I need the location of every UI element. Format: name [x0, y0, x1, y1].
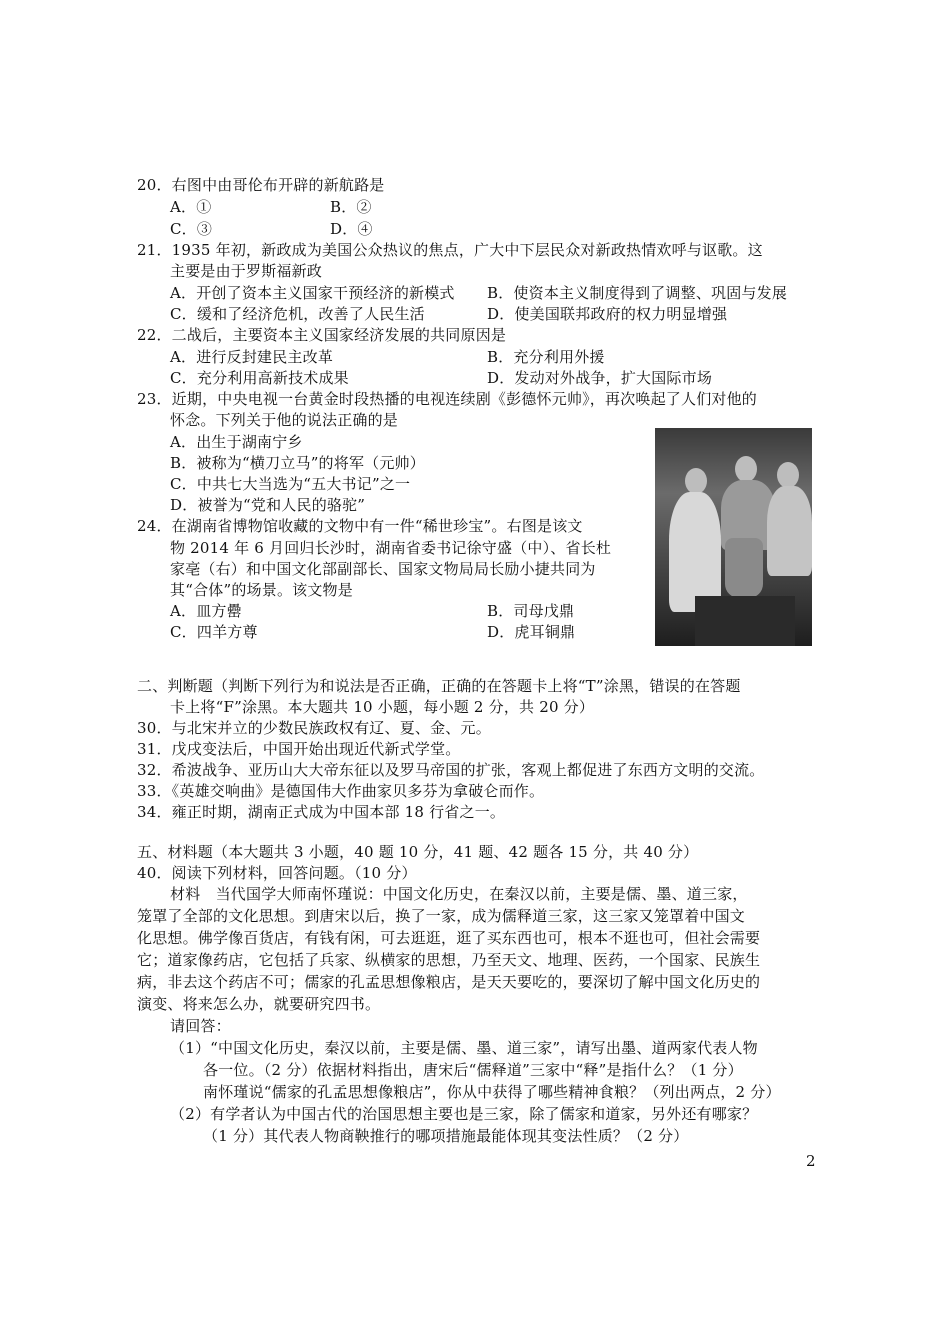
q21-stem-2: 主要是由于罗斯福新政 [170, 262, 323, 280]
q22-option-a: A．进行反封建民主改革 [170, 348, 334, 366]
sub-question-2-line-1: （2）有学者认为中国古代的治国思想主要也是三家，除了儒家和道家，另外还有哪家？ [170, 1105, 758, 1123]
q23-option-b: B．被称为“横刀立马”的将军（元帅） [170, 454, 425, 472]
q33: 33．《英雄交响曲》是德国伟大作曲家贝多芬为拿破仑而作。 [137, 782, 545, 800]
section-2-heading-1: 二、判断题（判断下列行为和说法是否正确，正确的在答题卡上将“T”涂黑，错误的在答题 [137, 677, 741, 695]
sub-question-2-line-2: （1 分）其代表人物商鞅推行的哪项措施最能体现其变法性质？（2 分） [203, 1127, 689, 1145]
q20-option-d: D．④ [330, 220, 373, 238]
q20-stem: 20．右图中由哥伦布开辟的新航路是 [137, 176, 385, 194]
q22-option-c: C．充分利用高新技术成果 [170, 369, 349, 387]
q32: 32．希波战争、亚历山大大帝东征以及罗马帝国的扩张，客观上都促进了东西方文明的交流。 [137, 761, 765, 779]
q20-option-c: C．③ [170, 220, 213, 238]
q23-stem-2: 怀念。下列关于他的说法正确的是 [170, 411, 399, 429]
section-2-heading-2: 卡上将“F”涂黑。本大题共 10 小题，每小题 2 分，共 20 分） [170, 698, 595, 716]
material-line-4: 它；道家像药店，它包括了兵家、纵横家的思想，乃至天文、地理、医药，一个国家、民族生 [137, 951, 761, 969]
q23-option-c: C．中共七大当选为“五大书记”之一 [170, 475, 411, 493]
q24-option-c: C．四羊方尊 [170, 623, 258, 641]
q21-option-b: B．使资本主义制度得到了调整、巩固与发展 [487, 284, 788, 302]
material-line-1: 材料 当代国学大师南怀瑾说：中国文化历史，在秦汉以前，主要是儒、墨、道三家， [170, 885, 748, 903]
q34: 34．雍正时期，湖南正式成为中国本部 18 行省之一。 [137, 803, 506, 821]
q23-stem-1: 23．近期，中央电视一台黄金时段热播的电视连续剧《彭德怀元帅》，再次唤起了人们对他的 [137, 390, 757, 408]
q21-stem-1: 21．1935 年初，新政成为美国公众热议的焦点，广大中下层民众对新政热情欢呼与讴歌。这 [137, 241, 763, 259]
material-line-2: 笼罩了全部的文化思想。到唐宋以后，换了一家，成为儒释道三家，这三家又笼罩着中国文 [137, 907, 746, 925]
sub-question-1-line-2: 各一位。（2 分）依据材料指出，唐宋后“儒释道”三家中“释”是指什么？（1 分） [203, 1061, 743, 1079]
q21-option-c: C．缓和了经济危机，改善了人民生活 [170, 305, 425, 323]
q22-option-b: B．充分利用外援 [487, 348, 605, 366]
q20-option-b: B．② [330, 198, 372, 216]
q24-option-a: A．皿方罍 [170, 602, 242, 620]
q21-option-d: D．使美国联邦政府的权力明显增强 [487, 305, 728, 323]
material-line-3: 化思想。佛学像百货店，有钱有闲，可去逛逛，逛了买东西也可，根本不逛也可，但社会需要 [137, 929, 761, 947]
page-number: 2 [806, 1152, 816, 1170]
q20-option-a: A．① [170, 198, 212, 216]
q21-option-a: A．开创了资本主义国家干预经济的新模式 [170, 284, 455, 302]
q23-option-a: A．出生于湖南宁乡 [170, 433, 303, 451]
sub-question-1-line-1: （1）“中国文化历史，秦汉以前，主要是儒、墨、道三家”，请写出墨、道两家代表人物 [170, 1039, 758, 1057]
q22-stem: 22．二战后，主要资本主义国家经济发展的共同原因是 [137, 326, 507, 344]
q30: 30．与北宋并立的少数民族政权有辽、夏、金、元。 [137, 719, 491, 737]
q24-stem-4: 其“合体”的场景。该文物是 [170, 581, 353, 599]
answer-prompt: 请回答： [170, 1017, 231, 1035]
q24-stem-3: 家亳（右）和中国文化部副部长、国家文物局局长励小捷共同为 [170, 560, 596, 578]
q24-stem-1: 24．在湖南省博物馆收藏的文物中有一件“稀世珍宝”。右图是该文 [137, 517, 583, 535]
q24-stem-2: 物 2014 年 6 月回归长沙时，湖南省委书记徐守盛（中）、省长杜 [170, 539, 612, 557]
q24-option-d: D．虎耳铜鼎 [487, 623, 576, 641]
q23-option-d: D．被誉为“党和人民的骆驼” [170, 496, 366, 514]
material-line-6: 演变、将来怎么办，就要研究四书。 [137, 995, 381, 1013]
section-5-heading: 五、材料题（本大题共 3 小题，40 题 10 分，41 题、42 题各 15 分，共 40 分） [137, 843, 699, 861]
q24-option-b: B．司母戊鼎 [487, 602, 575, 620]
q40-stem: 40．阅读下列材料，回答问题。（10 分） [137, 864, 417, 882]
q31: 31．戊戌变法后，中国开始出现近代新式学堂。 [137, 740, 461, 758]
material-line-5: 病，非去这个药店不可；儒家的孔孟思想像粮店，是天天要吃的，要深切了解中国文化历史的 [137, 973, 761, 991]
artifact-ceremony-photo [655, 428, 812, 646]
sub-question-1-line-3: 南怀瑾说“儒家的孔孟思想像粮店”，你从中获得了哪些精神食粮？（列出两点，2 分） [203, 1083, 781, 1101]
q22-option-d: D．发动对外战争，扩大国际市场 [487, 369, 713, 387]
